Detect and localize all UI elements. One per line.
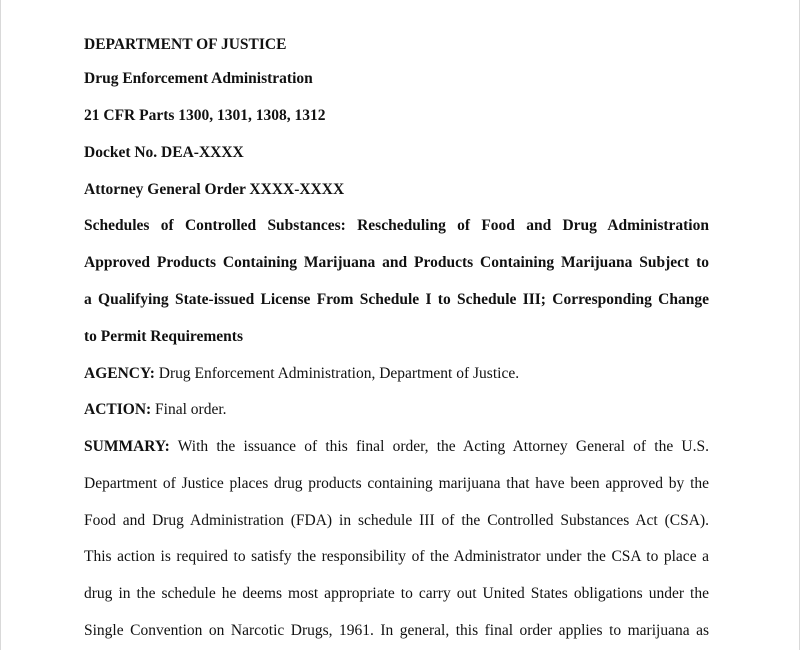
action-paragraph: [84, 400, 227, 420]
title-line-2: Approved Products Containing Marijuana and Products Containing Marijuana Subject to: [84, 254, 709, 271]
agency-subheading: Drug Enforcement Administration: [84, 70, 313, 87]
title-line-3: a Qualifying State-issued License From Schedule I to Schedule III; Corresponding Change: [84, 291, 709, 308]
department-heading: DEPARTMENT OF JUSTICE: [84, 36, 287, 53]
summary-line-1: [84, 437, 709, 457]
agency-value: Drug Enforcement Administration, Department of Justice.: [158, 365, 520, 382]
agency-label: AGENCY:: [84, 365, 155, 382]
attorney-general-order: Attorney General Order XXXX-XXXX: [84, 181, 345, 198]
summary-line-4: This action is required to satisfy the responsibility of the Administrator under the CSA to place a: [84, 548, 709, 565]
action-value: Final order.: [155, 401, 227, 418]
docket-number: Docket No. DEA-XXXX: [84, 144, 244, 161]
title-line-4: to Permit Requirements: [84, 328, 243, 345]
cfr-parts: 21 CFR Parts 1300, 1301, 1308, 1312: [84, 107, 326, 124]
agency-paragraph: [84, 364, 519, 384]
summary-line-2: Department of Justice places drug products containing marijuana that have been approved by the: [84, 475, 709, 492]
action-label: ACTION:: [84, 401, 152, 418]
summary-line-5: drug in the schedule he deems most appropriate to carry out United States obligations under the: [84, 585, 709, 602]
summary-line-6: Single Convention on Narcotic Drugs, 1961. In general, this final order applies to marijuana as: [84, 622, 709, 639]
title-line-1: Schedules of Controlled Substances: Rescheduling of Food and Drug Administration: [84, 217, 709, 234]
summary-text-1: With the issuance of this final order, the Acting Attorney General of the U.S.: [177, 438, 709, 455]
summary-line-3: Food and Drug Administration (FDA) in schedule III of the Controlled Substances Act (CSA).: [84, 512, 709, 529]
summary-label: SUMMARY:: [84, 438, 170, 455]
